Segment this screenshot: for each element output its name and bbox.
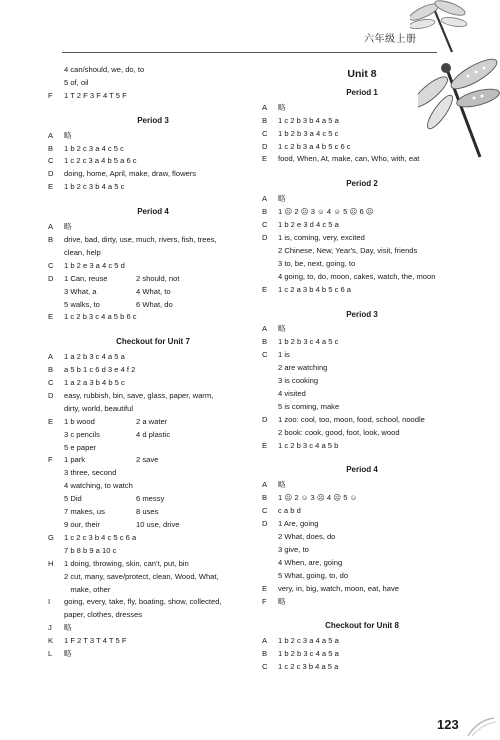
- answer-row: B 1 ☹ 2 ☺ 3 ☹ 4 ☹ 5 ☺: [262, 493, 358, 503]
- answers-left-column: [48, 64, 258, 661]
- answer-row: B 1 b 2 b 3 c 4 a 5 a: [262, 649, 339, 659]
- answer-row: K 1 F 2 T 3 T 4 T 5 F: [48, 636, 127, 646]
- answer-row: 7 makes, us 8 uses: [64, 507, 159, 517]
- answer-row: 3 is cooking: [278, 376, 319, 386]
- answer-row: L 略: [48, 649, 72, 659]
- section-title-period-4: Period 4: [137, 207, 169, 217]
- answer-row: F 略: [262, 596, 286, 606]
- answer-row: 5 of, oil: [64, 77, 89, 87]
- section-title-checkout-unit-8: Checkout for Unit 8: [325, 621, 399, 631]
- header-rule: [62, 52, 437, 53]
- answer-row: paper, clothes, dresses: [64, 610, 143, 620]
- section-title-period-2: Period 2: [346, 179, 378, 189]
- answer-row: clean, help: [64, 247, 101, 257]
- answer-row: B 1 b 2 c 3 a 4 c 5 c: [48, 143, 124, 153]
- answer-row: I going, every, take, fly, boating, show, collected,: [48, 597, 222, 607]
- answer-row: 3 to, be, next, going, to: [278, 258, 356, 268]
- answer-row: D 1 zoo: cool, too, moon, food, school, noodle: [262, 414, 425, 424]
- answer-row: A 略: [262, 324, 286, 334]
- answer-row: 4 going, to, do, moon, cakes, watch, the, moon: [278, 271, 436, 281]
- answer-row: 5 is coming, make: [278, 401, 340, 411]
- answer-row: 2 are watching: [278, 363, 328, 373]
- answer-row: A 1 b 2 c 3 a 4 a 5 a: [262, 636, 339, 646]
- answer-row: 3 c pencils 4 d plastic: [64, 429, 171, 439]
- section-title-period-3: Period 3: [346, 309, 378, 319]
- answer-row: make, other: [64, 584, 111, 594]
- watermark-logo-icon: [428, 716, 498, 740]
- answer-row: C 1 c 2 c 3 b 4 a 5 a: [262, 662, 339, 672]
- answer-row: C 1 b 2 e 3 a 4 c 5 d: [48, 260, 125, 270]
- answer-row: 5 Did 6 messy: [64, 494, 165, 504]
- answer-row: D 1 is, coming, very, excited: [262, 232, 365, 242]
- answer-row: D doing, home, April, make, draw, flowers: [48, 169, 197, 179]
- answer-row: 3 give, to: [278, 544, 309, 554]
- answer-row: 2 book: cook, good, foot, look, wood: [278, 427, 400, 437]
- answer-row: C 1 is: [262, 350, 290, 360]
- answer-row: 5 walks, to 6 What, do: [64, 299, 173, 309]
- answer-row: D 1 Are, going: [262, 519, 319, 529]
- answer-row: A 略: [262, 194, 286, 204]
- answer-row: 3 three, second: [64, 468, 117, 478]
- answer-row: E very, in, big, watch, moon, eat, have: [262, 583, 399, 593]
- answer-row: C 1 b 2 b 3 a 4 c 5 c: [262, 128, 339, 138]
- answer-row: F 1 park 2 save: [48, 455, 159, 465]
- page-number: 123: [437, 717, 459, 732]
- answer-row: G 1 c 2 c 3 b 4 c 5 c 6 a: [48, 532, 137, 542]
- answer-row: A 1 a 2 b 3 c 4 a 5 a: [48, 352, 125, 362]
- section-title-checkout-unit-7: Checkout for Unit 7: [116, 337, 190, 347]
- answer-row: A 略: [262, 480, 286, 490]
- answer-row: B a 5 b 1 c 6 d 3 e 4 f 2: [48, 365, 136, 375]
- answer-row: E 1 b 2 c 3 b 4 a 5 c: [48, 182, 125, 192]
- answer-row: 9 our, their 10 use, drive: [64, 520, 180, 529]
- answer-row: 4 can/should, we, do, to: [64, 65, 145, 74]
- answer-row: B 1 b 2 b 3 c 4 a 5 c: [262, 337, 339, 347]
- answer-row: 7 b 8 b 9 a 10 c: [64, 545, 117, 555]
- answers-right-column: [262, 64, 462, 674]
- answer-row: B 1 ☹ 2 ☹ 3 ☺ 4 ☺ 5 ☹ 6 ☹: [262, 207, 374, 217]
- answer-row: E 1 c 2 a 3 b 4 b 5 c 6 a: [262, 284, 352, 294]
- answer-row: D 1 c 2 b 3 a 4 b 5 c 6 c: [262, 141, 351, 151]
- answer-row: A 略: [48, 222, 72, 232]
- unit-title: Unit 8: [347, 68, 377, 80]
- section-title-period-1: Period 1: [346, 87, 378, 97]
- answer-row: C 1 b 2 e 3 d 4 c 5 a: [262, 220, 339, 230]
- answer-row: 5 e paper: [64, 442, 97, 452]
- answer-row: H 1 doing, throwing, skin, can't, put, bin: [48, 558, 189, 568]
- dragonfly-icon: [410, 0, 470, 56]
- answer-row: J 略: [48, 623, 72, 633]
- answer-row: 5 What, going, to, do: [278, 570, 349, 580]
- answer-row: F 1 T 2 F 3 F 4 T 5 F: [48, 90, 127, 100]
- answer-row: 2 Chinese, New, Year's, Day, visit, friends: [278, 245, 418, 255]
- answer-row: D 1 Can, reuse 2 should, not: [48, 273, 180, 283]
- section-title-period-3: Period 3: [137, 115, 169, 125]
- answer-row: 2 cut, many, save/protect, clean, Wood, What,: [64, 571, 219, 581]
- answer-row: dirty, world, beautiful: [64, 403, 134, 413]
- answer-row: C 1 c 2 c 3 a 4 b 5 a 6 c: [48, 156, 137, 166]
- answer-row: 4 watching, to watch: [64, 481, 133, 491]
- answer-row: C c a b d: [262, 506, 301, 516]
- answer-row: E food, When, At, make, can, Who, with, eat: [262, 154, 420, 164]
- answer-row: E 1 c 2 b 3 c 4 a 5 b: [262, 440, 339, 450]
- header-title: 六年级上册: [364, 34, 417, 45]
- answer-row: A 略: [48, 130, 72, 140]
- answer-row: E 1 b wood 2 a water: [48, 416, 168, 426]
- answer-row: C 1 a 2 a 3 b 4 b 5 c: [48, 378, 125, 388]
- section-title-period-4: Period 4: [346, 465, 378, 475]
- answer-row: A 略: [262, 102, 286, 112]
- answer-row: 4 visited: [278, 388, 306, 398]
- answer-row: 3 What, a 4 What, to: [64, 286, 171, 296]
- answer-row: E 1 c 2 b 3 c 4 a 5 b 6 c: [48, 312, 137, 322]
- answer-row: 4 When, are, going: [278, 557, 343, 567]
- answer-row: 2 What, does, do: [278, 532, 336, 541]
- answer-row: D easy, rubbish, bin, save, glass, paper, warm,: [48, 390, 214, 400]
- answer-row: B drive, bad, dirty, use, much, rivers, fish, trees,: [48, 234, 217, 244]
- answer-row: B 1 c 2 b 3 b 4 a 5 a: [262, 115, 339, 125]
